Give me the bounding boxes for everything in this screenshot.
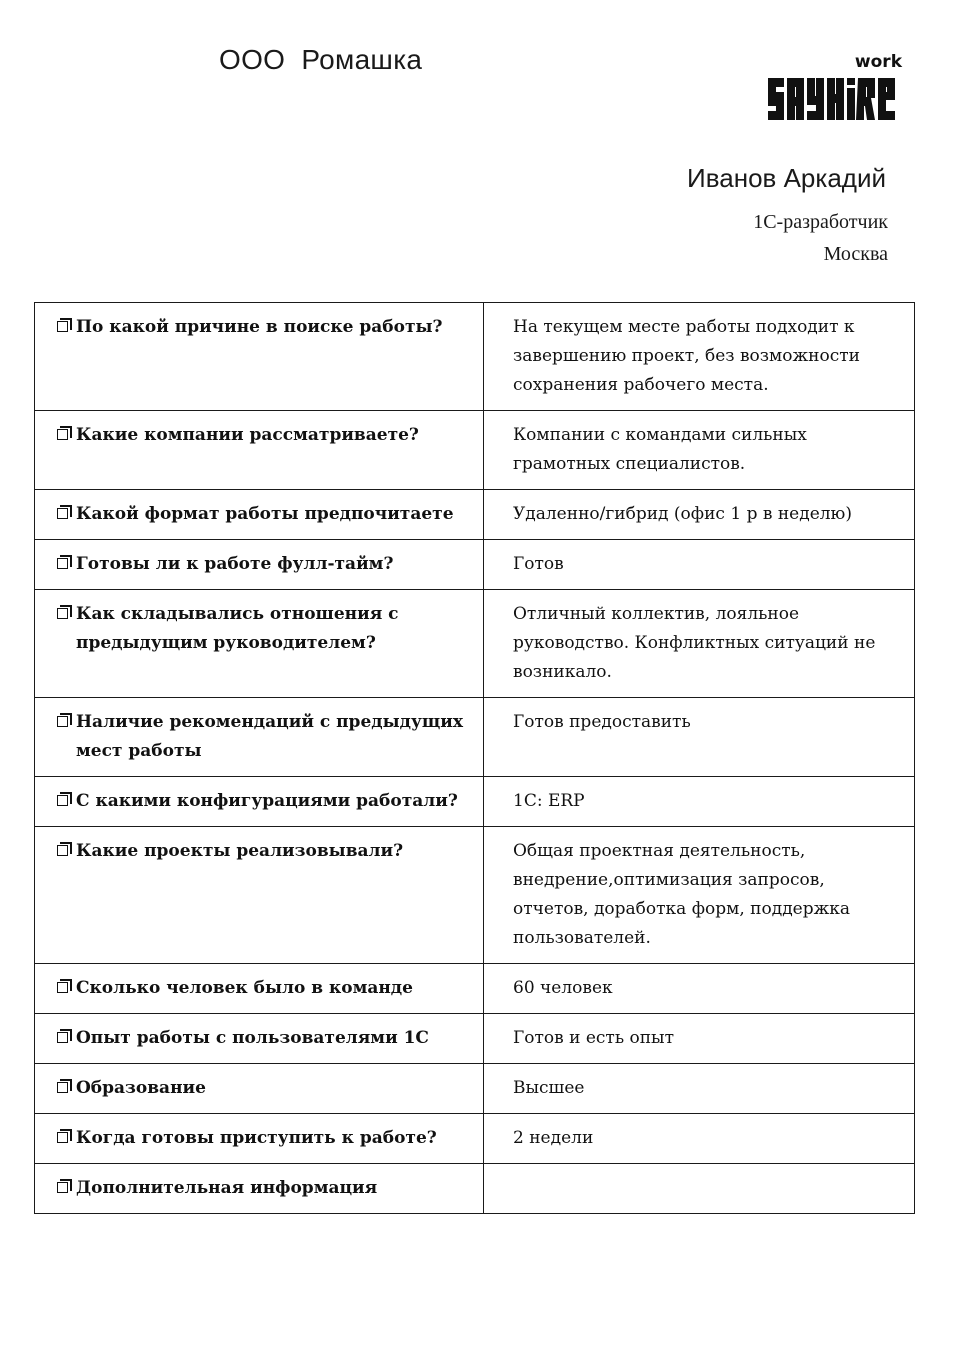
question-wrap [55,974,467,1003]
checkbox-icon [57,795,68,806]
answer-cell [484,777,915,827]
question-wrap [55,313,467,342]
answer-cell [484,1164,915,1214]
checkbox-icon [57,716,68,727]
company-name: ООО Ромашка [219,44,423,75]
table-row [35,1014,915,1064]
candidate-city: Москва [823,243,888,265]
checkbox-icon [57,1082,68,1093]
checkbox-icon [57,1132,68,1143]
answer-text: 60 человек [513,978,613,998]
answer-text: Отличный коллектив, лояльное руководство. Конфликтных ситуаций не возникало. [513,604,876,682]
answer-text: Готов и есть опыт [513,1028,674,1048]
answer-text: На текущем месте работы подходит к завершению проект, без возможности сохранения рабочего места. [513,317,860,395]
question-wrap [55,1124,467,1153]
interview-table [34,302,915,1214]
question-text: Как складывались отношения с предыдущим руководителем? [76,604,399,653]
answer-text: Удаленно/гибрид (офис 1 р в неделю) [513,504,852,524]
answer-cell [484,698,915,777]
answer-cell [484,303,915,411]
checkbox-icon [57,982,68,993]
answer-cell [484,490,915,540]
table-row [35,827,915,964]
question-cell [35,590,484,698]
question-text: Опыт работы с пользователями 1С [76,1028,429,1048]
answer-text: 2 недели [513,1128,594,1148]
question-wrap [55,600,467,658]
question-text: По какой причине в поиске работы? [76,317,443,337]
table-row [35,1064,915,1114]
question-text: Образование [76,1078,206,1098]
table-row [35,490,915,540]
question-text: Когда готовы приступить к работе? [76,1128,437,1148]
answer-text: Компании с командами сильных грамотных специалистов. [513,425,807,474]
question-text: Какой формат работы предпочитаете [76,504,454,524]
question-wrap [55,421,467,450]
checkbox-icon [57,508,68,519]
checkbox-icon [57,845,68,856]
question-wrap [55,550,467,579]
question-text: Наличие рекомендаций с предыдущих мест работы [76,712,463,761]
question-cell [35,1164,484,1214]
checkbox-icon [57,1032,68,1043]
table-row [35,540,915,590]
table-row [35,411,915,490]
checkbox-icon [57,321,68,332]
table-row [35,777,915,827]
question-cell [35,698,484,777]
table-row [35,1114,915,1164]
question-wrap [55,787,467,816]
answer-cell [484,1014,915,1064]
checkbox-icon [57,1182,68,1193]
question-cell [35,1014,484,1064]
checkbox-icon [57,608,68,619]
answer-text: Готов предоставить [513,712,691,732]
answer-cell [484,590,915,698]
answer-text: Высшее [513,1078,585,1098]
answer-cell [484,411,915,490]
question-cell [35,777,484,827]
answer-cell [484,827,915,964]
question-wrap [55,1074,467,1103]
question-cell [35,303,484,411]
candidate-name: Иванов Аркадий [687,163,886,193]
question-cell [35,1064,484,1114]
question-text: Дополнительная информация [76,1178,378,1198]
candidate-role: 1С-разработчик [753,211,888,233]
question-wrap [55,500,467,529]
answer-cell [484,964,915,1014]
question-cell [35,964,484,1014]
checkbox-icon [57,429,68,440]
question-wrap [55,1024,467,1053]
answer-text: 1С: ERP [513,791,585,811]
question-text: Сколько человек было в команде [76,978,413,998]
question-wrap [55,1174,467,1203]
logo-sayhire-wordmark [766,76,902,122]
question-cell [35,1114,484,1164]
logo-work-text: work [854,52,902,72]
question-text: С какими конфигурациями работали? [76,791,458,811]
question-text: Какие компании рассматриваете? [76,425,419,445]
table-row [35,303,915,411]
answer-cell [484,1114,915,1164]
question-wrap [55,708,467,766]
table-row [35,1164,915,1214]
answer-text: Готов [513,554,564,574]
question-cell [35,540,484,590]
answer-cell [484,540,915,590]
question-cell [35,827,484,964]
interview-table-body [35,303,915,1214]
question-wrap [55,837,467,866]
sayhire-work-logo [766,52,902,126]
table-row [35,964,915,1014]
table-row [35,590,915,698]
question-text: Какие проекты реализовывали? [76,841,404,861]
question-cell [35,490,484,540]
answer-text: Общая проектная деятельность, внедрение,оптимизация запросов, отчетов, доработка форм, поддержка пользователей. [513,841,851,948]
question-text: Готовы ли к работе фулл-тайм? [76,554,394,574]
checkbox-icon [57,558,68,569]
answer-cell [484,1064,915,1114]
table-row [35,698,915,777]
question-cell [35,411,484,490]
